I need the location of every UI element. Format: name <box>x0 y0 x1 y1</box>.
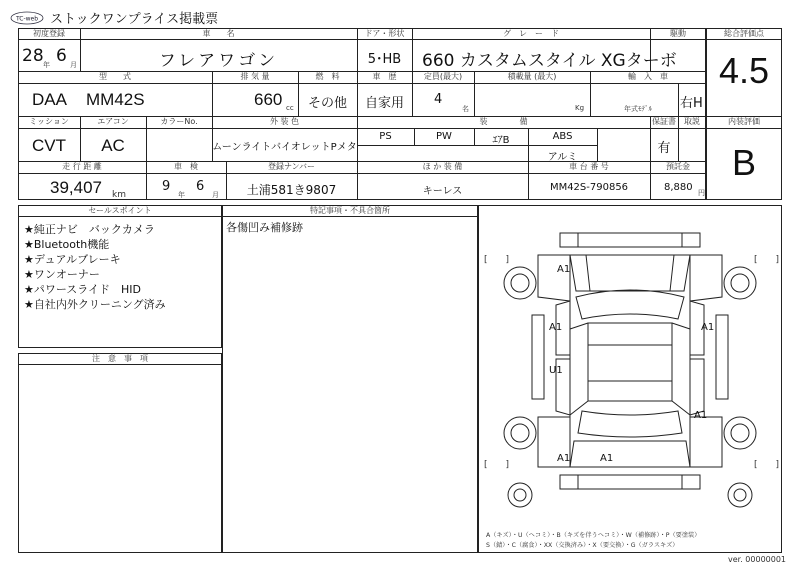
list-item: ★自社内外クリーニング済み <box>24 298 166 311</box>
bracket-right-bottom: [ ] <box>754 460 780 470</box>
drive-label: 駆動 <box>670 29 686 38</box>
bracket-left-bottom: [ ] <box>484 460 510 470</box>
exterior-color: ムーンライトバイオレットPメタ <box>212 142 357 153</box>
first-reg-month-unit: 月 <box>70 61 77 69</box>
caution-panel <box>18 353 222 553</box>
recycle-unit: 円 <box>698 189 705 197</box>
left-front-fender <box>538 255 570 301</box>
displacement-label: 排 気 量 <box>240 72 270 81</box>
mileage: 39,407 <box>50 178 102 197</box>
damage-mark: A1 <box>701 322 715 333</box>
plate-label: 登録ナンバー <box>267 162 316 171</box>
windshield <box>576 290 684 319</box>
special-notes-list <box>226 220 303 235</box>
rear-bumper <box>560 475 700 489</box>
capacity-label: 定員(最大) <box>423 72 463 81</box>
model-code: MM42S <box>86 90 145 109</box>
bracket-right-top: [ ] <box>754 255 780 265</box>
inspection-year: 9 <box>162 179 171 194</box>
equip-airbag: ｴｱB <box>492 135 510 146</box>
spare-wheel <box>508 483 532 507</box>
load-label: 積載量 (最大) <box>507 72 557 81</box>
other-equipment: キーレス <box>422 186 463 197</box>
equip-alumi: アルミ <box>547 152 578 163</box>
version-label: ver. 00000001 <box>728 555 787 564</box>
caution-label: 注 意 事 項 <box>92 354 148 363</box>
grade: 660 カスタムスタイル XGターボ <box>422 51 677 71</box>
warranty-label: 保証書 <box>652 117 676 126</box>
color-no-label: カラーNo. <box>160 117 198 126</box>
first-reg-label: 初度登録 <box>33 29 65 38</box>
inspection-label: 車 検 <box>174 162 198 171</box>
equip-ps: PS <box>379 131 392 142</box>
damage-mark: U1 <box>549 365 563 376</box>
car-name: フレアワゴン <box>158 51 279 71</box>
fuel: その他 <box>307 96 347 111</box>
right-rear-wheel <box>724 417 756 449</box>
exterior-label: 外 装 色 <box>269 117 300 126</box>
aircon-label: エアコン <box>97 117 129 126</box>
damage-mark: A1 <box>557 453 571 464</box>
page-title: ストックワンプライス掲載票 <box>50 12 219 27</box>
model-label: 型 式 <box>99 72 131 81</box>
sales-point-list <box>24 222 166 312</box>
list-item: ★ワンオーナー <box>24 268 100 281</box>
first-reg-year: 28 <box>22 46 44 66</box>
inspection-month: 6 <box>196 179 205 194</box>
spare-wheel <box>728 483 752 507</box>
car-name-label: 車 名 <box>202 29 235 38</box>
special-notes-panel <box>222 205 478 553</box>
plate: 土浦581き9807 <box>246 183 337 197</box>
list-item: ★純正ナビ バックカメラ <box>24 223 155 236</box>
chassis: MM42S-790856 <box>549 182 629 193</box>
import-model-year: 年式ﾓﾃﾞﾙ <box>624 105 652 113</box>
grade-label: グ レ ー ド <box>503 29 559 38</box>
diagram-legend-line-2: S（錆）・C（腐食）・XX（交換済み）・X（要交換）・G（ガラスキズ） <box>486 542 679 549</box>
mileage-label: 走 行 距 離 <box>62 162 102 171</box>
right-rear-door <box>690 359 704 415</box>
warranty: 有 <box>657 141 671 156</box>
mileage-unit: km <box>112 190 126 200</box>
diagram-legend-line-1: A（キズ）・U（ヘコミ）・B（キズを伴うヘコミ）・W（補修跡）・P（要塗装） <box>486 532 701 539</box>
history: 自家用 <box>364 96 404 111</box>
right-front-fender <box>690 255 722 301</box>
displacement-unit: cc <box>286 104 294 112</box>
damage-mark: A1 <box>557 264 571 275</box>
displacement: 660 <box>254 90 283 109</box>
left-front-wheel <box>504 267 536 299</box>
damage-mark: A1 <box>600 453 614 464</box>
list-item: ★パワースライド HID <box>24 283 141 296</box>
list-item: 各傷凹み補修跡 <box>226 221 303 234</box>
front-bumper <box>560 233 700 247</box>
list-item: ★Bluetooth機能 <box>24 238 110 251</box>
equip-abs: ABS <box>552 131 573 142</box>
aircon: AC <box>101 136 125 155</box>
first-reg-month: 6 <box>56 46 67 66</box>
right-rear-fender <box>690 417 722 467</box>
svg-text:TC-web: TC-web <box>15 15 39 23</box>
other-equipment-label: ほ か 装 備 <box>422 162 463 171</box>
rear-window <box>578 411 682 437</box>
history-label: 車 歴 <box>372 72 397 81</box>
equip-pw: PW <box>436 131 452 142</box>
recycle: 8,880 <box>664 182 693 193</box>
manual-label: 取説 <box>684 117 700 126</box>
bracket-left-top: [ ] <box>484 255 510 265</box>
recycle-label: 預託金 <box>666 162 690 171</box>
sales-point-label: セールスポイント <box>88 206 152 215</box>
fuel-label: 燃 料 <box>315 72 340 81</box>
first-reg-year-unit: 年 <box>43 61 50 69</box>
mission: CVT <box>32 136 66 155</box>
roof <box>588 323 672 401</box>
door-type: 5･HB <box>367 52 402 67</box>
interior-score: B <box>731 142 756 183</box>
chassis-label: 車 台 番 号 <box>569 162 609 171</box>
left-sill <box>532 315 544 399</box>
import-label: 輸 入 車 <box>628 72 668 81</box>
damage-mark: A1 <box>549 322 563 333</box>
damage-mark: A1 <box>694 410 708 421</box>
special-notes-label: 特記事項・不具合箇所 <box>310 206 390 215</box>
overall-score: 4.5 <box>718 50 770 91</box>
mission-label: ミッション <box>29 117 69 126</box>
capacity-unit: 名 <box>462 105 469 113</box>
list-item: ★デュアルブレーキ <box>24 253 121 266</box>
steering: 右H <box>680 96 703 111</box>
left-rear-wheel <box>504 417 536 449</box>
car-diagram <box>478 205 782 525</box>
inspection-year-unit: 年 <box>178 191 185 199</box>
logo <box>10 10 44 24</box>
load-unit: Kg <box>575 104 585 112</box>
interior-score-label: 内装評価 <box>728 117 760 126</box>
capacity: 4 <box>434 92 443 107</box>
tailgate <box>570 441 690 467</box>
right-front-wheel <box>724 267 756 299</box>
equipment-label: 装 備 <box>479 117 528 126</box>
inspection-month-unit: 月 <box>212 191 219 199</box>
right-sill <box>716 315 728 399</box>
overall-score-label: 総合評価点 <box>724 29 764 38</box>
model-prefix: DAA <box>32 90 67 109</box>
door-type-label: ドア・形状 <box>364 29 405 38</box>
